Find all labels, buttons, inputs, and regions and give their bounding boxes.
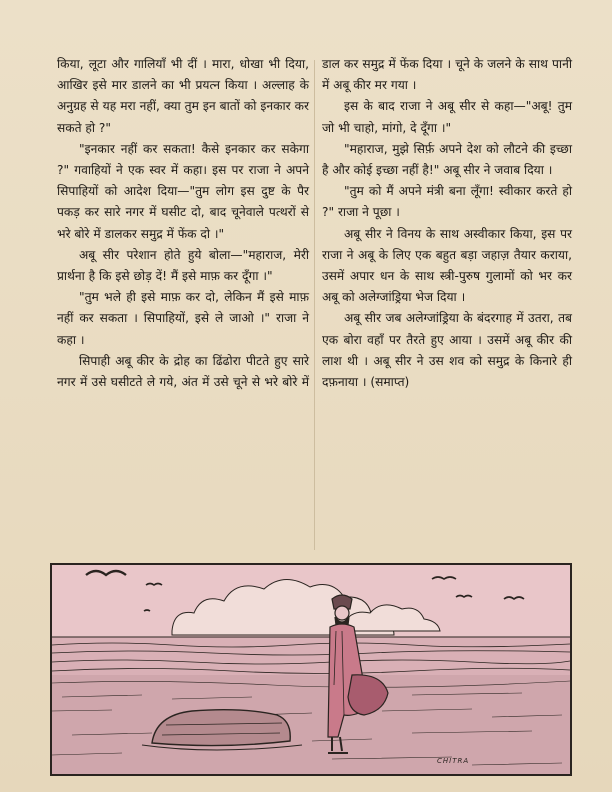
sand [52, 675, 570, 774]
paragraph: अबू सीर ने विनय के साथ अस्वीकार किया, इस पर राजा ने अबू के लिए एक बहुत बड़ा जहाज़ तैयार कराया, उसमें अपार धन के साथ स्त्री-पुरुष गुलामों को भर कर अबू को अलेग्जांड्रिया भेज दिया । [322, 226, 572, 305]
paragraph: डाल कर समुद्र में फेंक दिया । चूने के जलने के साथ पानी में अबू कीर मर गया । [322, 57, 572, 93]
right-text-column [322, 54, 572, 393]
paragraph: अबू सीर परेशान होते हुये बोला—"महाराज, मेरी प्रार्थना है कि इसे छोड़ दें! मैं इसे माफ़ कर दूँगा ।" [57, 247, 309, 284]
paragraph: इस के बाद राजा ने अबू सीर से कहा—"अबू! तुम जो भी चाहो, मांगो, दे दूँगा ।" [322, 99, 572, 135]
paragraph: अबू सीर जब अलेग्जांड्रिया के बंदरगाह में उतरा, तब एक बोरा वहाँ पर तैरते हुए आया । उसमें अबू कीर की लाश थी । अबू सीर ने उस शव को समुद्र के किनारे ही दफ़नाया । (समाप्त) [322, 311, 572, 390]
paragraph: "तुम को मैं अपने मंत्री बना लूँगा! स्वीकार करते हो ?" राजा ने पूछा । [322, 184, 572, 220]
column-divider [314, 60, 315, 550]
left-text-column [57, 54, 309, 393]
paragraph: सिपाही अबू कीर के द्रोह का ढिंढोरा पीटते हुए सारे नगर में उसे घसीटते ले गये, अंत में उसे चूने से भरे बोरे में [57, 353, 309, 390]
paragraph: "इनकार नहीं कर सकता! कैसे इनकार कर सकेगा ?" गवाहियों ने एक स्वर में कहा। इस पर राजा ने अपने सिपाहियों को आदेश दिया—"तुम लोग इस दुष्ट के पैर पकड़ कर सारे नगर में घसीट दो, बाद चूनेवाले पत्थरों से भरे बोरे में डालकर समुद्र में फेंक दो ।" [57, 141, 309, 241]
paragraph: "महाराज, मुझे सिर्फ़ अपने देश को लौटने की इच्छा है और कोई इच्छा नहीं है!" अबू सीर ने जवाब दिया । [322, 141, 572, 178]
artist-signature: CHITRA [437, 757, 470, 765]
seashore-illustration [50, 563, 572, 776]
sea [52, 637, 570, 675]
paragraph: किया, लूटा और गालियाँ भी दीं । मारा, धोखा भी दिया, आखिर इसे मार डालने का भी प्रयत्न किया । अल्लाह के अनुग्रह से यह मरा नहीं, क्या तुम इन बातों को इनकार कर सकते हो ?" [57, 57, 309, 135]
paragraph: "तुम भले ही इसे माफ़ कर दो, लेकिन मैं इसे माफ़ नहीं कर सकता । सिपाहियों, इसे ले जाओ ।" राजा ने कहा । [57, 290, 309, 347]
